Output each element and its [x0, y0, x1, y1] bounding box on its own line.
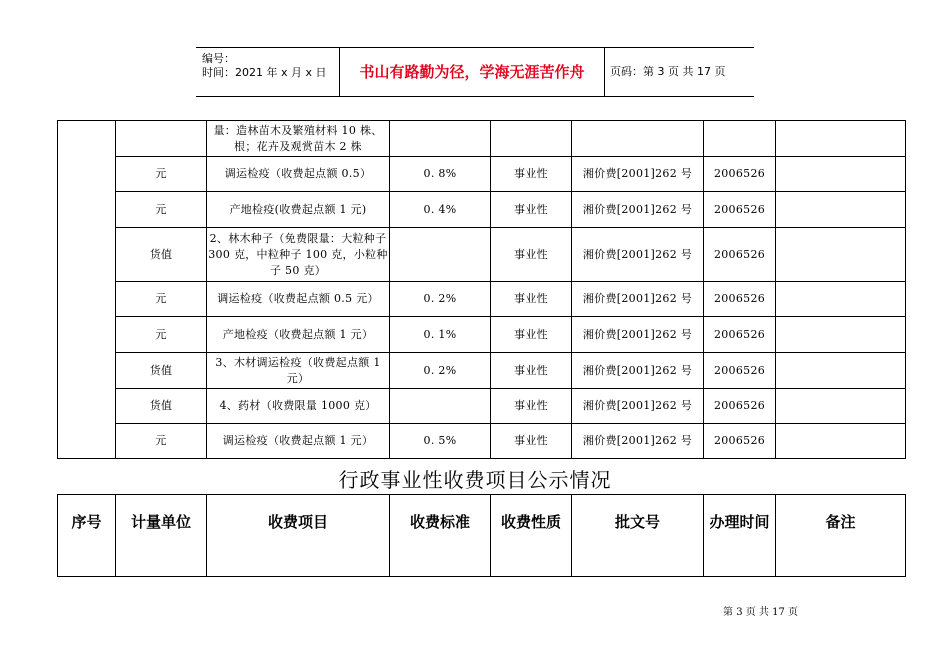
doc-cell: 湘价费[2001]262 号: [572, 389, 704, 424]
unit-cell: 货值: [116, 389, 207, 424]
note-cell: [776, 121, 906, 157]
standard-cell: 0. 1%: [390, 317, 491, 353]
table-row: [58, 424, 906, 459]
date-cell: [704, 121, 776, 157]
standard-cell: [390, 389, 491, 424]
table-row: [58, 192, 906, 228]
col-header-date: 办理时间: [704, 495, 776, 577]
nature-cell: 事业性: [491, 317, 572, 353]
standard-cell: 0. 8%: [390, 157, 491, 192]
unit-cell: 元: [116, 282, 207, 317]
fee-table: [57, 120, 906, 459]
note-cell: [776, 192, 906, 228]
header-divider: [604, 48, 605, 96]
item-cell: 量：造林苗木及繁殖材料 10 株、根；花卉及观赏苗木 2 株: [207, 121, 390, 157]
item-cell: 2、林木种子（免费限量：大粒种子 300 克，中粒种子 100 克，小粒种子 50 克）: [207, 228, 390, 282]
serial-label: 编号：: [202, 52, 235, 65]
nature-cell: 事业性: [491, 282, 572, 317]
col-header-nature: 收费性质: [491, 495, 572, 577]
note-cell: [776, 389, 906, 424]
unit-cell: 货值: [116, 228, 207, 282]
unit-cell: 元: [116, 192, 207, 228]
doc-cell: 湘价费[2001]262 号: [572, 282, 704, 317]
unit-cell: [116, 121, 207, 157]
item-cell: 3、木材调运检疫（收费起点额 1 元）: [207, 353, 390, 389]
date-cell: 2006526: [704, 317, 776, 353]
note-cell: [776, 317, 906, 353]
index-cell: [58, 121, 116, 459]
note-cell: [776, 157, 906, 192]
doc-cell: 湘价费[2001]262 号: [572, 228, 704, 282]
doc-cell: 湘价费[2001]262 号: [572, 317, 704, 353]
item-cell: 调运检疫（收费起点额 0.5）: [207, 157, 390, 192]
table-row: [58, 353, 906, 389]
table-row: [58, 282, 906, 317]
nature-cell: 事业性: [491, 389, 572, 424]
table-header-row: [58, 495, 906, 577]
page-footer: 第 3 页 共 17 页: [723, 607, 798, 618]
unit-cell: 元: [116, 157, 207, 192]
table-row: [58, 121, 906, 157]
fee-header-table: [57, 494, 906, 577]
nature-cell: 事业性: [491, 353, 572, 389]
item-cell: 产地检疫(收费起点额 1 元): [207, 192, 390, 228]
unit-cell: 元: [116, 317, 207, 353]
col-header-unit: 计量单位: [116, 495, 207, 577]
standard-cell: [390, 121, 491, 157]
note-cell: [776, 228, 906, 282]
date-cell: 2006526: [704, 228, 776, 282]
item-cell: 调运检疫（收费起点额 1 元）: [207, 424, 390, 459]
date-cell: 2006526: [704, 389, 776, 424]
col-header-index: 序号: [58, 495, 116, 577]
unit-cell: 货值: [116, 353, 207, 389]
standard-cell: [390, 228, 491, 282]
time-label: 时间：2021 年 x 月 x 日: [202, 66, 327, 79]
nature-cell: 事业性: [491, 228, 572, 282]
date-cell: 2006526: [704, 157, 776, 192]
page-header: [196, 47, 754, 97]
table-row: [58, 228, 906, 282]
doc-cell: [572, 121, 704, 157]
nature-cell: 事业性: [491, 424, 572, 459]
date-cell: 2006526: [704, 282, 776, 317]
nature-cell: 事业性: [491, 192, 572, 228]
standard-cell: 0. 2%: [390, 282, 491, 317]
nature-cell: 事业性: [491, 157, 572, 192]
doc-cell: 湘价费[2001]262 号: [572, 424, 704, 459]
table-row: [58, 389, 906, 424]
section-title: 行政事业性收费项目公示情况: [338, 468, 612, 492]
note-cell: [776, 282, 906, 317]
col-header-doc: 批文号: [572, 495, 704, 577]
doc-cell: 湘价费[2001]262 号: [572, 353, 704, 389]
standard-cell: 0. 4%: [390, 192, 491, 228]
doc-cell: 湘价费[2001]262 号: [572, 157, 704, 192]
col-header-item: 收费项目: [207, 495, 390, 577]
nature-cell: [491, 121, 572, 157]
date-cell: 2006526: [704, 353, 776, 389]
date-cell: 2006526: [704, 424, 776, 459]
header-motto: 书山有路勤为径，学海无涯苦作舟: [359, 63, 585, 81]
standard-cell: 0. 5%: [390, 424, 491, 459]
item-cell: 4、药材（收费限量 1000 克）: [207, 389, 390, 424]
col-header-standard: 收费标准: [390, 495, 491, 577]
note-cell: [776, 353, 906, 389]
table-row: [58, 157, 906, 192]
table-row: [58, 317, 906, 353]
item-cell: 产地检疫（收费起点额 1 元）: [207, 317, 390, 353]
doc-cell: 湘价费[2001]262 号: [572, 192, 704, 228]
date-cell: 2006526: [704, 192, 776, 228]
standard-cell: 0. 2%: [390, 353, 491, 389]
col-header-note: 备注: [776, 495, 906, 577]
header-page-info: 页码：第 3 页 共 17 页: [610, 65, 726, 78]
note-cell: [776, 424, 906, 459]
unit-cell: 元: [116, 424, 207, 459]
header-meta: [202, 52, 327, 80]
item-cell: 调运检疫（收费起点额 0.5 元）: [207, 282, 390, 317]
